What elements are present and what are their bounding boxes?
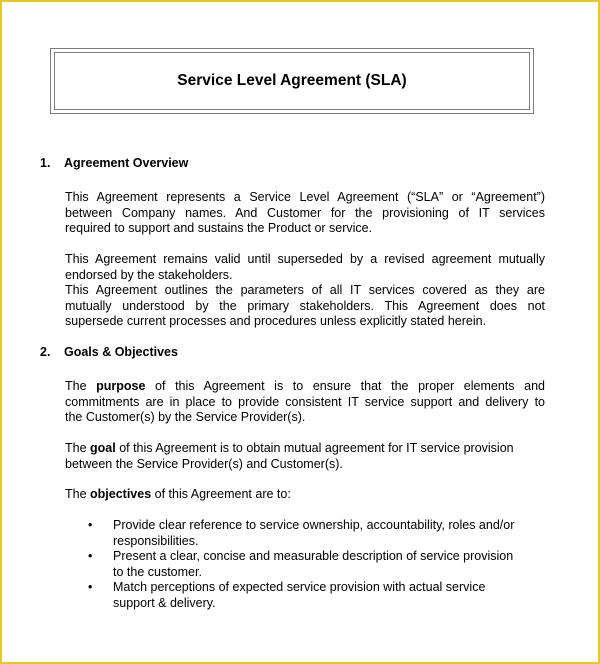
paragraph-line: the Customer(s) by the Service Provider(s). [65,410,306,425]
text-run: The [65,487,91,501]
list-item-line: responsibilities. [113,533,199,548]
list-item-line: to the customer. [113,564,202,579]
paragraph-line: This Agreement represents a Service Level Agreement (“SLA” or “Agreement”) [65,190,545,204]
text-run: of this Agreement are to: [151,487,291,501]
paragraph-line: between the Service Provider(s) and Customer(s). [65,456,343,471]
paragraph-objectives [65,487,545,503]
paragraph-line: supersede current processes and procedures unless explicitly stated herein. [65,314,487,329]
section-number: 1. [40,156,51,170]
list-item-line: Present a clear, concise and measurable description of service provision [113,549,514,564]
paragraph-line: required to support and sustains the Product or service. [65,221,373,236]
section-heading-agreement-overview [40,155,340,171]
paragraph-goal [65,441,545,472]
text-run: The [65,441,91,455]
objectives-list [88,518,548,612]
paragraph-line [65,441,545,457]
paragraph-line: mutually understood by the primary stakeholders. This Agreement does not [65,298,545,313]
document-title: Service Level Agreement (SLA) [54,52,530,110]
list-item-line: Match perceptions of expected service provision with actual service [113,580,486,595]
paragraph-line: endorsed by the stakeholders. [65,267,233,282]
bullet-icon: • [88,549,93,564]
bullet-icon: • [88,518,93,532]
paragraph-line [65,487,545,503]
bold-term-purpose: purpose [96,379,146,393]
text-run: of this Agreement is to ensure that the proper elements and [145,379,545,393]
section-number: 2. [40,345,51,359]
paragraph-line: commitments are in place to provide consistent IT service support and delivery to [65,394,545,409]
text-run: of this Agreement is to obtain mutual agreement for IT service provision [115,441,514,455]
list-item-line: Provide clear reference to service ownership, accountability, roles and/or [113,518,515,532]
section-title: Goals & Objectives [64,345,178,359]
paragraph-purpose [65,379,545,426]
paragraph-line: between Company names. And Customer for the provisioning of IT services [65,205,545,220]
paragraph-line [65,379,545,395]
section-title: Agreement Overview [64,156,189,170]
list-item-line: support & delivery. [113,595,216,610]
paragraph-line: This Agreement remains valid until superseded by a revised agreement mutually [65,252,545,266]
bullet-icon: • [88,580,93,595]
bold-term-objectives: objectives [90,487,152,501]
section-heading-goals-objectives [40,344,340,360]
text-run: The [65,379,97,393]
paragraph-overview-1 [65,190,545,237]
paragraph-line: This Agreement outlines the parameters of all IT services covered as they are [65,283,545,298]
paragraph-overview-2 [65,252,545,330]
title-box [50,48,534,114]
list-item [88,580,548,611]
bold-term-goal: goal [90,441,116,455]
list-item [88,518,548,549]
list-item [88,549,548,580]
